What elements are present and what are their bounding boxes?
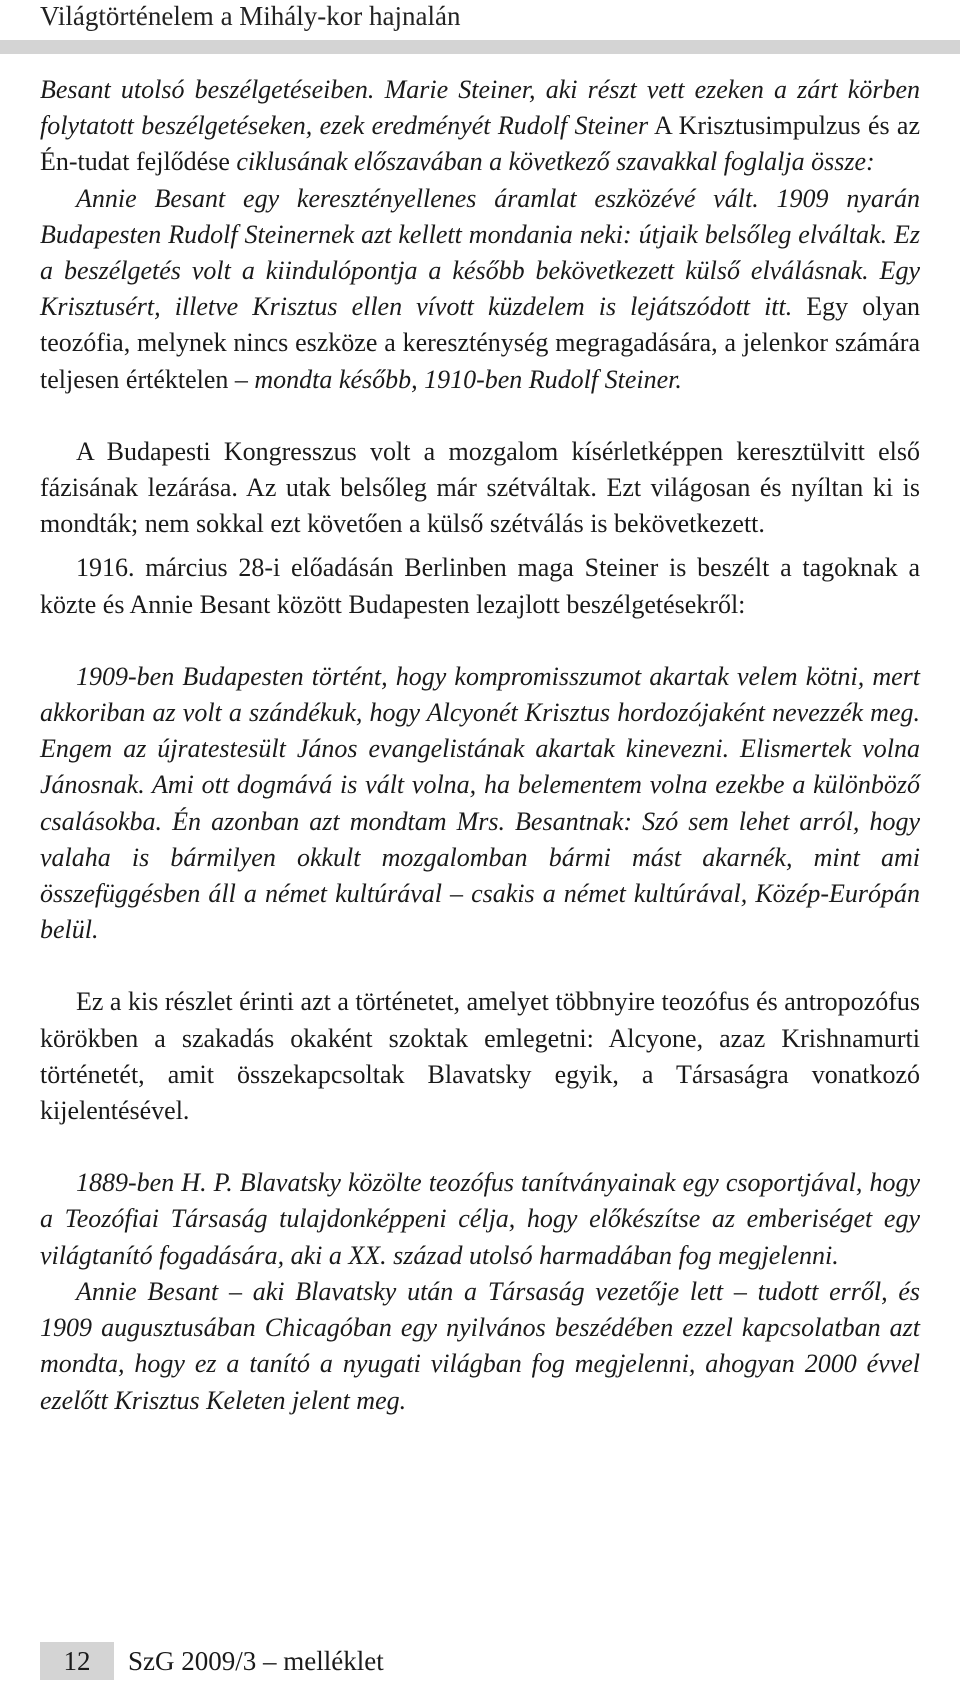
page-footer [40, 1640, 920, 1688]
footer-title: SzG 2009/3 – melléklet [128, 1646, 384, 1676]
paragraph-1-book-title: A Krisztusimpulzus és az Én-tudat fejlődése [40, 111, 920, 177]
paragraph-1-italic-a: Besant utolsó beszélgetéseiben. Marie Steiner, aki részt vett ezeken a zárt körben folytatott beszélgetéseken, ezek eredményét Rudolf Steiner [40, 75, 920, 141]
paragraph-4: 1916. március 28-i előadásán Berlinben maga Steiner is beszélt a tagoknak a közte és Annie Besant között Budapesten lezajlott beszélgetésekről: [40, 553, 920, 619]
paragraph-7-quote: 1889-ben H. P. Blavatsky közölte teozófus tanítványainak egy csoportjával, hogy a Teozófiai Társaság tulajdonképpeni célja, hogy előkészítse az emberiséget egy világtanító fogadására, aki a XX. század utolsó harmadában fog megjelenni. [40, 1168, 920, 1270]
paragraph-3: A Budapesti Kongresszus volt a mozgalom kísérletképpen keresztülvitt első fázisának lezárása. Az utak belsőleg már szétváltak. Ezt világosan és nyíltan ki is mondták; nem sokkal ezt követően a külső szétválás is bekövetkezett. [40, 436, 920, 539]
header-title: Világtörténelem a Mihály-kor hajnalán [40, 1, 461, 31]
paragraph-2-quote [40, 181, 920, 398]
paragraph-1 [40, 72, 920, 181]
paragraph-6: Ez a kis részlet érinti azt a történetet, amelyet többnyire teozófus és antropozófus körökben a szakadás okaként szoktak emlegetni: Alcyone, azaz Krishnamurti történetét, amit összekapcsoltak Blavatsky egyik, a Társaságra vonatkozó kijelentésével. [40, 987, 920, 1126]
page-body [40, 72, 920, 1419]
paragraph-1-italic-c: ciklusának előszavában a következő szavakkal foglalja össze: [236, 147, 875, 177]
paragraph-5-quote: 1909-ben Budapesten történt, hogy kompromisszumot akartak velem kötni, mert akkoriban az volt a szándékuk, hogy Alcyonét Krisztus hordozójaként nevezzék meg. Engem az újratestesült János evangelistának akartak kinevezni. Elismertek volna Jánosnak. Ami ott dogmává is vált volna, ha belementem volna ezekbe a különböző csalásokba. Én azonban azt mondtam Mrs. Besantnak: Szó sem lehet arról, hogy valaha is bármilyen okkult mozgalomban bármi mást akarnék, mint ami összefüggésben áll a német kultúrával – csakis a német kultúrával, Közép-Európán belül. [40, 661, 920, 945]
paragraph-2-quote-text: Egy olyan teozófia, melynek nincs eszköze a kereszténység megragadására, a jelenkor számára teljesen értéktelen [40, 292, 920, 394]
running-header [0, 0, 960, 54]
paragraph-2-italic-a: Annie Besant egy keresztényellenes áramlat eszközévé vált. 1909 nyarán Budapesten Rudolf Steinernek azt kellett mondania neki: útjaik belsőleg elváltak. Ez a beszélgetés volt a kiindulópontja a később bekövetkezett külső elválásnak. Egy Krisztusért, illetve Krisztus ellen vívott küzdelem is lejátszódott itt. [40, 183, 920, 322]
page-number: 12 [40, 1642, 114, 1680]
paragraph-8-quote: Annie Besant – aki Blavatsky után a Társaság vezetője lett – tudott erről, és 1909 augusztusában Chicagóban egy nyilvános beszédében ezzel kapcsolatban azt mondta, hogy ez a tanító a nyugati világban fog megjelenni, ahogyan 2000 évvel ezelőtt Krisztus Keleten jelent meg. [40, 1276, 920, 1415]
paragraph-2-italic-c: – mondta később, 1910-ben Rudolf Steiner. [234, 364, 682, 394]
